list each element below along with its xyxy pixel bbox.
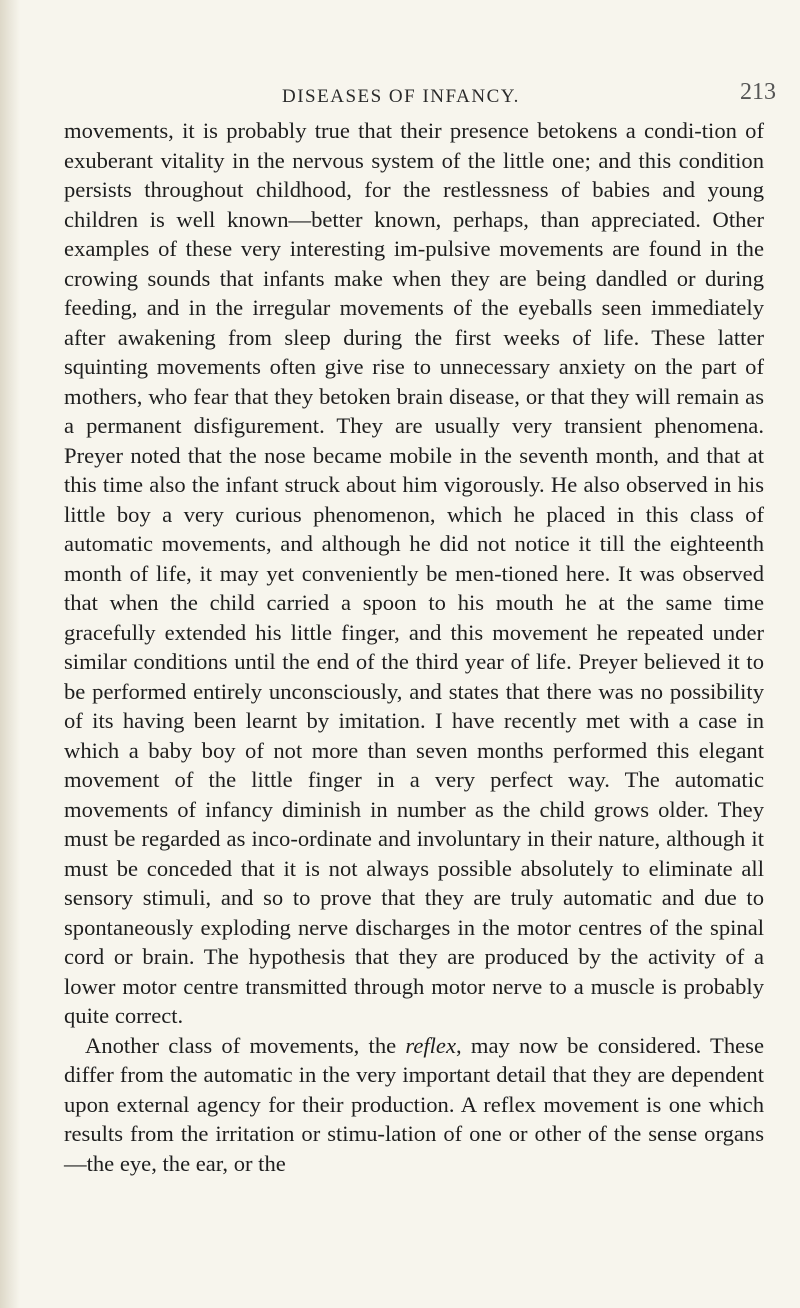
page-gutter-shadow <box>0 0 20 1308</box>
paragraph-reflex-after: , may now be considered. These differ from the automatic in the very important detail that they are dependent upon external agency for their production. A reflex movement is one which results from the irritation or stimu-lation of one or other of the sense organs—the eye, the ear, or the <box>64 1032 765 1176</box>
reflex-term: reflex <box>405 1032 456 1058</box>
paragraph-reflex-movements <box>64 1031 764 1179</box>
body-text <box>64 116 764 1178</box>
paragraph-reflex-before: Another class of movements, the <box>85 1032 406 1058</box>
running-title: DISEASES OF INFANCY. <box>282 86 520 107</box>
paragraph-automatic-movements: movements, it is probably true that their presence betokens a condi-tion of exuberant vitality in the nervous system of the little one; and this condition persists throughout childhood, for the restlessness of babies and young children is well known—better known, perhaps, than appreciated. Other examples of these very interesting im-pulsive movements are found in the crowing sounds that infants make when they are being dandled or during feeding, and in the irregular movements of the eyeballs seen immediately after awakening from sleep during the first weeks of life. These latter squinting movements often give rise to unnecessary anxiety on the part of mothers, who fear that they betoken brain disease, or that they will remain as a permanent disfigurement. They are usually very transient phenomena. Preyer noted that the nose became mobile in the seventh month, and that at this time also the infant struck about him vigorously. He also observed in his little boy a very curious phenomenon, which he placed in this class of automatic movements, and although he did not notice it till the eighteenth month of life, it may yet conveniently be men-tioned here. It was observed that when the child carried a spoon to his mouth he at the same time gracefully extended his little finger, and this movement he repeated under similar conditions until the end of the third year of life. Preyer believed it to be performed entirely unconsciously, and states that there was no possibility of its having been learnt by imitation. I have recently met with a case in which a baby boy of not more than seven months performed this elegant movement of the little finger in a very perfect way. The automatic movements of infancy diminish in number as the child grows older. They must be regarded as inco-ordinate and involuntary in their nature, although it must be conceded that it is not always possible absolutely to eliminate all sensory stimuli, and so to prove that they are truly automatic and due to spontaneously exploding nerve discharges in the motor centres of the spinal cord or brain. The hypothesis that they are produced by the activity of a lower motor centre transmitted through motor nerve to a muscle is probably quite correct. <box>64 118 764 1028</box>
page-number: 213 <box>740 79 776 105</box>
